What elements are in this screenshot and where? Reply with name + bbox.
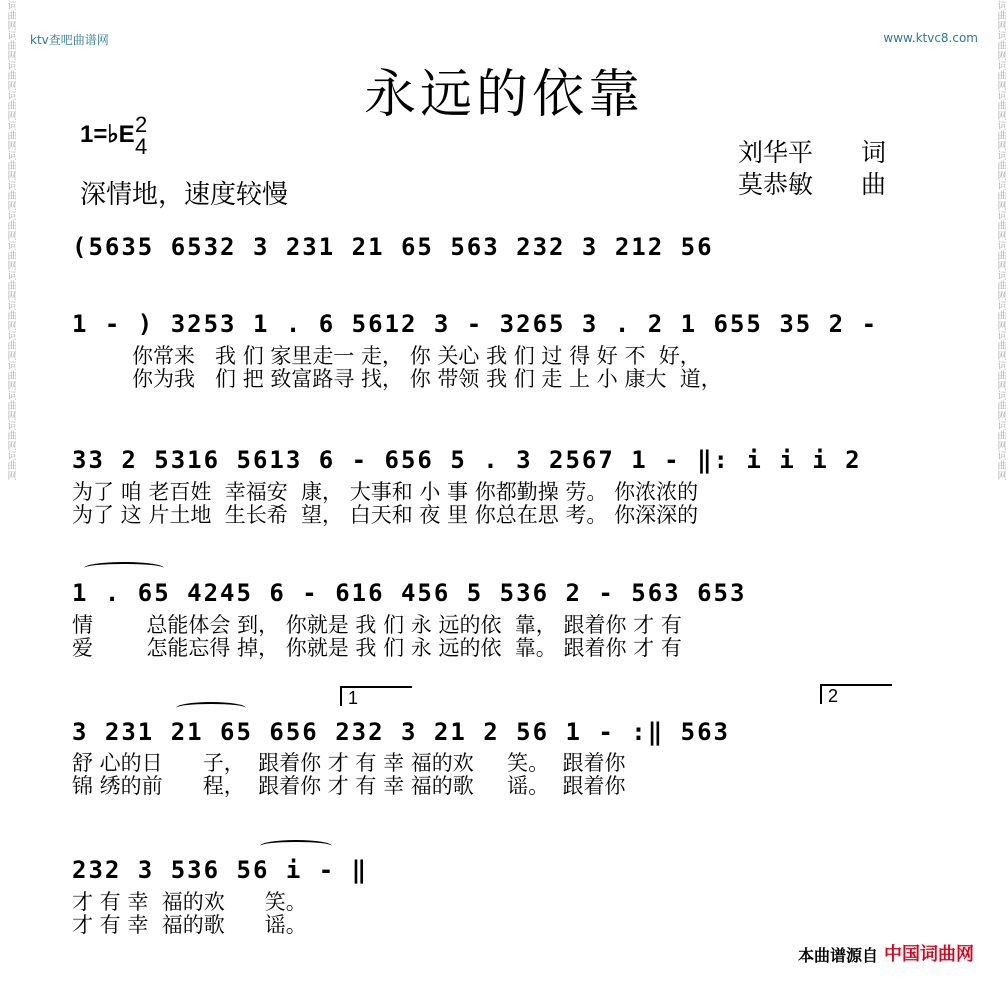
lyrics-line-2b: 你为我 们 把 致富路寻 找， 你 带领 我 们 走 上 小 康大 道， xyxy=(132,367,722,391)
tie-arc xyxy=(260,840,332,852)
tempo-marking: 深情地，速度较慢 xyxy=(80,180,289,210)
score-line-4 xyxy=(72,579,940,607)
score-line-6 xyxy=(72,856,940,884)
time-signature-bottom: 4 xyxy=(135,134,148,159)
site-name-left[interactable]: ktv查吧曲谱网 xyxy=(30,33,109,47)
score-line-3 xyxy=(72,446,940,474)
volta-2: 2 xyxy=(820,684,892,704)
lyrics-line-3a: 为了 咱 老百姓 幸福安 康， 大事和 小 事 你都勤操 劳。 你浓浓的 xyxy=(72,480,699,504)
lyricist-name: 刘华平 xyxy=(738,138,814,167)
lyrics-line-5a: 舒 心的日 子， 跟着你 才 有 幸 福的欢 笑。 跟着你 xyxy=(72,751,626,775)
composer-role: 曲 xyxy=(861,170,887,199)
time-signature xyxy=(135,114,147,158)
score-notes-6: 232 3 536 56 i - ‖ xyxy=(72,856,369,884)
time-signature-top: 2 xyxy=(135,112,148,137)
score-notes-4: 1 . 65 4245 6 - 616 456 5 536 2 - 563 653 xyxy=(72,579,747,607)
score-notes-1: (5635 6532 3 231 21 65 563 232 3 212 56 xyxy=(72,233,714,261)
lyrics-line-5b: 锦 绣的前 程， 跟着你 才 有 幸 福的歌 谣。 跟着你 xyxy=(72,774,626,798)
score-notes-5: 3 231 21 65 656 232 3 21 2 56 1 - :‖ 563 xyxy=(72,718,730,746)
lyrics-line-2a: 你常来 我 们 家里走一 走， 你 关心 我 们 过 得 好 不 好， xyxy=(132,344,701,368)
score-line-1 xyxy=(72,233,940,261)
source-label: 本曲谱源自 xyxy=(797,946,878,965)
side-watermark-right: 词曲网词曲网词曲网词曲网词曲网词曲网词曲网词曲网词曲网词曲网词曲网词曲网词曲网词曲网词曲网词曲网 xyxy=(995,0,1006,480)
score-notes-2: 1 - ) 3253 1 . 6 5612 3 - 3265 3 . 2 1 655 35 2 - xyxy=(72,310,879,338)
tie-arc xyxy=(84,562,164,574)
site-url-right[interactable]: www.ktvc8.com xyxy=(883,31,978,45)
song-title: 永远的依靠 xyxy=(363,65,644,125)
lyrics-line-3b: 为了 这 片土地 生长希 望， 白天和 夜 里 你总在思 考。 你深深的 xyxy=(72,503,699,527)
lyrics-line-6b: 才 有 幸 福的歌 谣。 xyxy=(72,913,307,937)
key-signature: 1=♭E xyxy=(80,121,135,148)
score-line-2 xyxy=(72,310,940,338)
lyrics-line-6a: 才 有 幸 福的欢 笑。 xyxy=(72,890,307,914)
composer-name: 莫恭敏 xyxy=(738,170,814,199)
tie-arc xyxy=(176,702,246,714)
lyricist-role: 词 xyxy=(861,138,887,167)
brand-link[interactable]: 中国词曲网 xyxy=(884,944,974,965)
score-notes-3: 33 2 5316 5613 6 - 656 5 . 3 2567 1 - ‖: i i i 2 xyxy=(72,446,862,474)
lyrics-line-4a: 情 总能体会 到， 你就是 我 们 永 远的依 靠， 跟着你 才 有 xyxy=(72,613,682,637)
side-watermark-left: 词曲网词曲网词曲网词曲网词曲网词曲网词曲网词曲网词曲网词曲网词曲网词曲网词曲网词曲网词曲网词曲网 xyxy=(5,0,16,480)
score-line-5 xyxy=(72,718,940,746)
lyrics-line-4b: 爱 怎能忘得 掉， 你就是 我 们 永 远的依 靠。 跟着你 才 有 xyxy=(72,636,682,660)
credits xyxy=(738,137,886,201)
volta-1: 1 xyxy=(340,686,412,706)
